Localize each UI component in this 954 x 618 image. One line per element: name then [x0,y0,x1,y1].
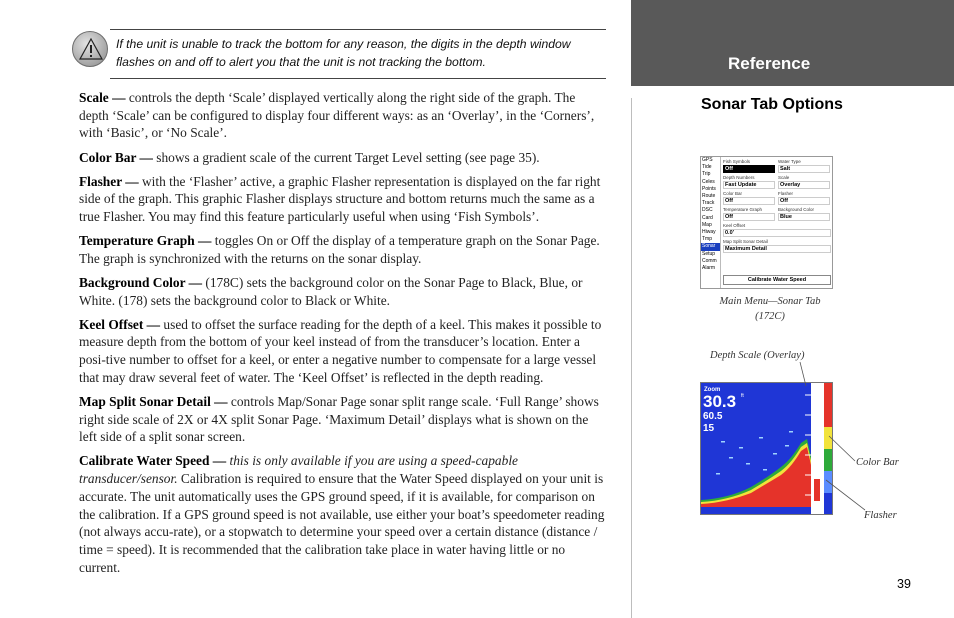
sonar-scale-mid: 15 [703,423,715,434]
menu-tab-comm: Comm [702,257,717,264]
term-temperature-graph: Temperature Graph — [79,233,212,249]
desc-keel-offset: used to offset the surface reading for the depth of a keel. This makes it possible to measure depth from the bottom of your keel instead of from the transducer’s location. Enter a posi-tive number to offset for a keel, or enter a negative number to compensate for a large vessel that may draw several feet of water. The ‘Keel Offset’ is reflected in the depth reading. [79,316,602,385]
desc-temperature-graph: toggles On or Off the display of a temperature graph on the Sonar Page. The graph is synchronized with the returns on the sonar display. [79,233,600,266]
label-depth-scale: Depth Scale (Overlay) [710,350,805,361]
desc-calibrate: Calibration is required to ensure that the Water Speed displayed on your unit is accurate. The unit automatically uses the GPS ground speed, if it is available, for comparison on the calibration. If a GPS ground speed is not available, use either your boat’s speedometer reading (not always accu-rate), or a stopwatch to determine your speed over a certain distance (distance / time = speed). It is recommended that the calibration take place in water having little or no current. [79,471,605,575]
note-calibrate: this is only available if you are using a speed-capable transducer/sensor. [79,453,518,487]
sonar-depth-readout: 30.3 [703,392,737,411]
menu-setting-label: Background Color [778,207,815,212]
menu-setting-value: Off [723,165,775,173]
menu-setting-label: Keel Offset [723,223,746,228]
menu-tab-setup: Setup [702,250,716,257]
term-flasher: Flasher — [79,173,139,189]
menu-tab-tide: Tide [702,164,712,171]
callout-depth-scale [800,362,806,386]
desc-map-split: controls Map/Sonar Page sonar split range scale. ‘Full Range’ shows right side scale of 2X or 4X split Sonar Page. ‘Maximum Detail’ displays what is shown on the left side of a split sonar screen. [79,393,599,445]
menu-tab-card: Card [702,214,713,221]
menu-setting-label: Water Type [778,159,801,164]
menu-tab-track: Track [702,200,715,207]
menu-tab-sonar: Sonar [701,243,720,250]
menu-tab-tmp: Tmp [702,236,712,243]
term-color-bar: Color Bar — [79,149,153,165]
menu-tab-alarm: Alarm [702,265,716,272]
calibrate-button: Calibrate Water Speed [723,275,831,285]
menu-setting-value: Overlay [778,181,830,189]
menu-setting-value: 0.0’ [723,229,831,237]
desc-scale: controls the depth ‘Scale’ displayed vertically along the right side of the graph. The depth ‘Scale’ can be configured to display four different ways: as an ‘Overlay’, in the ‘Corners’, with ‘Basic’, or ‘No Scale’. [79,90,595,141]
sonar-depth-unit: ft [741,393,744,399]
callout-flasher [826,480,865,510]
menu-setting-value: Maximum Detail [723,245,831,253]
page-number: 39 [897,577,911,591]
menu-tab-dsc: DSC [702,207,713,214]
menu-setting-label: Color Bar [723,191,743,196]
term-calibrate: Calibrate Water Speed — [79,453,227,469]
menu-tab-hiway: Hiway [702,229,716,236]
menu-tab-celes: Celes [702,178,715,185]
menu-tab-trip: Trip [702,171,711,178]
term-background-color: Background Color — [79,274,203,290]
label-flasher: Flasher [864,510,897,521]
section-title: Reference [728,54,811,73]
menu-setting-label: Depth Numbers [723,175,755,180]
menu-setting-value: Blue [778,213,830,221]
menu-setting-label: Map Split Sonar Detail [723,239,768,244]
sonar-scale-top: 60.5 [703,411,723,422]
menu-tab-points: Points [702,185,716,192]
menu-setting-label: Flasher [778,191,794,196]
menu-setting-label: Scale [778,175,790,180]
warning-note: If the unit is unable to track the bottom for any reason, the digits in the depth window flashes on and off to alert you that the unit is not tracking the bottom. [116,37,571,69]
menu-setting-value: Salt [778,165,830,173]
term-scale: Scale — [79,90,126,105]
menu-setting-label: Fish Symbols [723,159,751,164]
menu-setting-value: Fast Update [723,181,775,189]
desc-background-color: (178C) sets the background color on the Sonar Page to Black, Blue, or White. (178) sets the background color to Black or White. [79,274,583,308]
menu-setting-value: Off [723,213,775,221]
menu-tab-gps: GPS [702,157,713,163]
callout-color-bar [829,436,855,461]
caption-menu-line2: (172C) [755,311,785,322]
menu-tab-route: Route [702,193,716,200]
menu-setting-value: Off [778,197,830,205]
menu-tab-map: Map [702,221,712,228]
label-color-bar: Color Bar [856,457,899,468]
caption-menu-line1: Main Menu—Sonar Tab [719,296,821,307]
menu-setting-value: Off [723,197,775,205]
term-keel-offset: Keel Offset — [79,316,161,332]
subsection-title: Sonar Tab Options [701,96,843,113]
desc-flasher: with the ‘Flasher’ active, a graphic Flasher representation is displayed on the far right side of the graph. This graphic Flasher displays structure and bottom returns much the same as a true Flasher. You may find this feature particularly useful when using ‘Fish Symbols’. [79,173,601,224]
sonar-zoom-label: Zoom [704,387,721,393]
desc-color-bar: shows a gradient scale of the current Target Level setting (see page 35). [152,149,540,165]
term-map-split: Map Split Sonar Detail — [79,393,228,409]
menu-setting-label: Temperature Graph [723,207,763,212]
